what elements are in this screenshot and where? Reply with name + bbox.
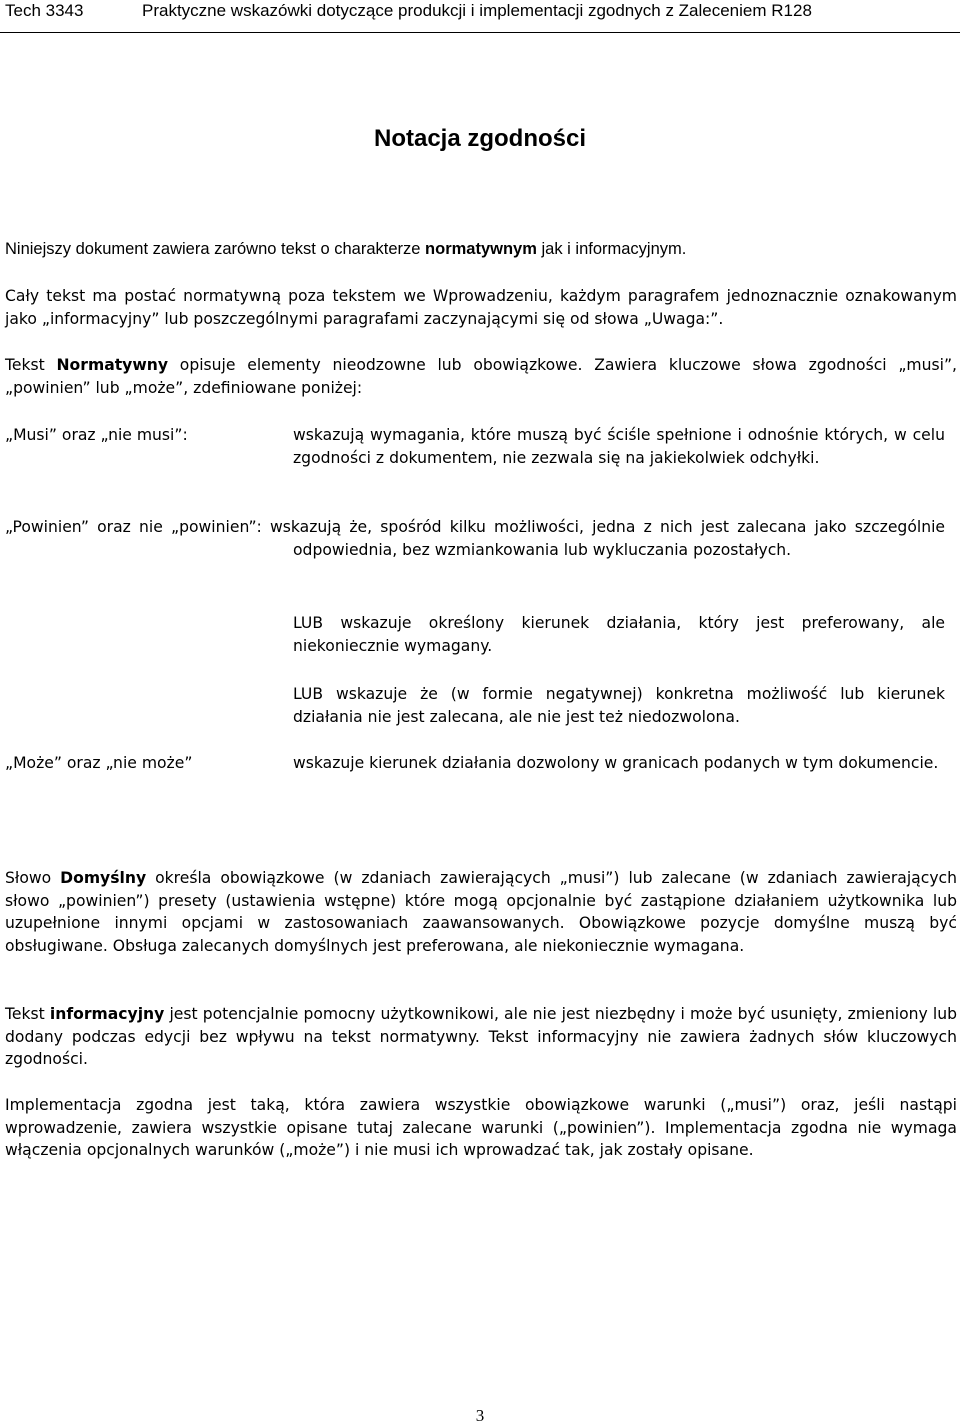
normative-bold-term: Normatywny (56, 356, 169, 374)
default-bold-term: Domyślny (60, 869, 147, 887)
document-title: Praktyczne wskazówki dotyczące produkcji i implementacji zgodnych z Zaleceniem R128 (142, 1, 812, 20)
normative-scope-paragraph: Cały tekst ma postać normatywną poza tekstem we Wprowadzeniu, każdym paragrafem jednoznacznie oznakowanym jako „informacyjny” lub poszczególnymi paragrafami zaczynającymi się od słowa „Uwaga:”. (5, 287, 957, 328)
section-title: Notacja zgodności (373, 125, 587, 152)
definition-text-musi: wskazują wymagania, które muszą być ściśle spełnione i odnośnie których, w celu zgodności z dokumentem, nie zezwala się na jakiekolwiek odchyłki. (293, 426, 945, 467)
normative-text: Tekst (5, 356, 57, 374)
normative-text-end: opisuje elementy nieodzowne lub obowiązkowe. Zawiera kluczowe słowa zgodności „musi”, „powinien” lub „może”, zdefiniowane poniżej: (5, 356, 957, 397)
definition-text-powinien-alt2: LUB wskazuje że (w formie negatywnej) konkretna możliwość lub kierunek działania nie jest zalecana, ale nie jest też niedozwolona. (293, 685, 945, 726)
definition-powinien-line (5, 516, 945, 562)
default-text: Słowo (5, 869, 61, 887)
informative-bold-term: informacyjny (49, 1005, 165, 1023)
intro-bold-term: normatywnym (425, 240, 537, 258)
page-header (0, 0, 960, 33)
informative-paragraph (5, 1003, 957, 1071)
default-paragraph (5, 867, 957, 957)
definition-term-powinien: „Powinien” oraz nie „powinien”: (5, 518, 262, 536)
intro-paragraph (5, 238, 957, 261)
definition-term-moze: „Może” oraz „nie może” (5, 754, 193, 772)
intro-text: Niniejszy dokument zawiera zarówno tekst o charakterze (5, 240, 426, 258)
definition-text-moze: wskazuje kierunek działania dozwolony w granicach podanych w tym dokumencie. (293, 754, 939, 772)
informative-text: Tekst (5, 1005, 50, 1023)
informative-text-end: jest potencjalnie pomocny użytkownikowi, ale nie jest niezbędny i może być usunięty, zmieniony lub dodany podczas edycji bez wpływu na tekst normatywny. Tekst informacyjny nie zawiera żadnych słów kluczowych zgodności. (5, 1005, 957, 1068)
definition-text-powinien-alt1: LUB wskazuje określony kierunek działania, który jest preferowany, ale niekoniecznie wymagany. (293, 614, 945, 655)
definition-text-powinien: wskazują że, spośród kilku możliwości, jedna z nich jest zalecana jako szczególnie odpowiednia, bez wzmiankowania lub wykluczania pozostałych. (261, 518, 946, 559)
default-text-end: określa obowiązkowe (w zdaniach zawierających „musi”) lub zalecane (w zdaniach zawierających słowo „powinien”) presety (ustawienia wstępne) które mogą opcjonalnie być zastąpione działaniem użytkownika lub uzupełnione innymi opcjami w zastosowaniach zaawansowanych. Obowiązkowe pozycje domyślne muszą być obsługiwane. Obsługa zalecanych domyślnych jest preferowana, ale niekoniecznie wymagana. (5, 869, 958, 955)
intro-text-end: jak i informacyjnym. (536, 240, 687, 258)
document-number: Tech 3343 (5, 1, 84, 20)
implementation-paragraph: Implementacja zgodna jest taką, która zawiera wszystkie obowiązkowe warunki („musi”) oraz, jeśli nastąpi wprowadzenie, zawiera wszystkie opisane tutaj zalecane warunki („powinien”). Implementacja zgodna nie wymaga włączenia opcjonalnych warunków („może”) i nie musi ich wprowadzać tak, jak zostały opisane. (5, 1096, 957, 1159)
definition-powinien (5, 516, 957, 562)
page-number: 3 (475, 1406, 485, 1425)
definition-term-musi: „Musi” oraz „nie musi”: (5, 426, 188, 444)
normative-definition-paragraph (5, 354, 957, 399)
